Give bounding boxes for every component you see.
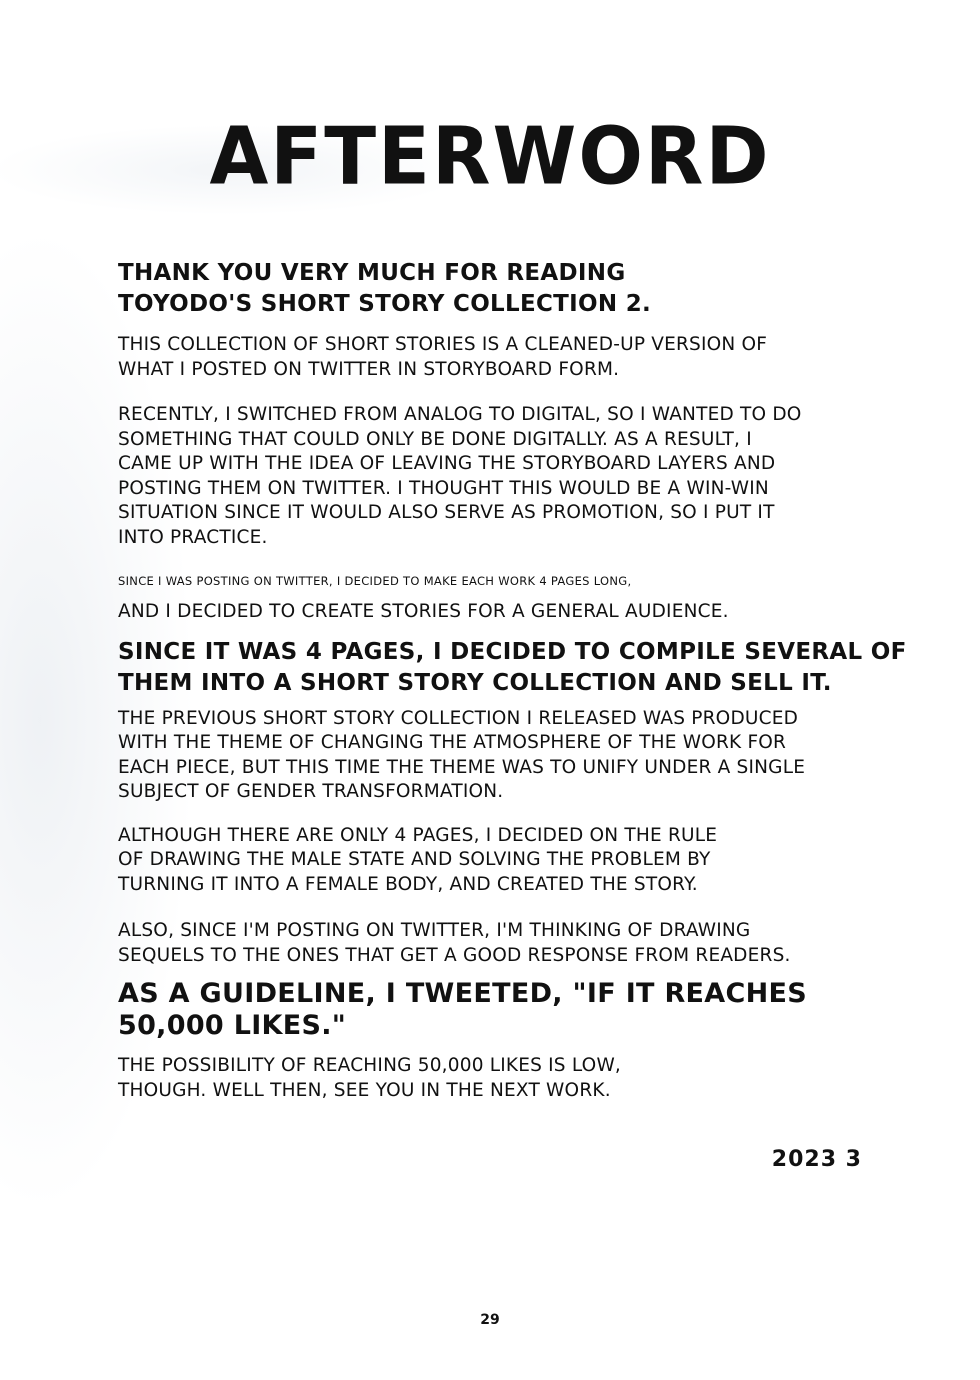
paragraph xyxy=(118,333,918,382)
text-line: WHAT I POSTED ON TWITTER IN STORYBOARD FORM. xyxy=(118,358,620,380)
text-line: SINCE I WAS POSTING ON TWITTER, I DECIDED TO MAKE EACH WORK 4 PAGES LONG, xyxy=(118,574,632,588)
paragraph xyxy=(118,573,918,589)
text-line: INTO PRACTICE. xyxy=(118,526,268,548)
text-line: SOMETHING THAT COULD ONLY BE DONE DIGITALLY. AS A RESULT, I xyxy=(118,428,752,450)
afterword-body xyxy=(118,258,918,1103)
page-number: 29 xyxy=(480,1312,500,1328)
date-signature: 2023 3 xyxy=(771,1147,862,1172)
text-line: ALTHOUGH THERE ARE ONLY 4 PAGES, I DECIDED ON THE RULE xyxy=(118,824,718,846)
paragraph xyxy=(118,978,918,1042)
text-line: THIS COLLECTION OF SHORT STORIES IS A CLEANED-UP VERSION OF xyxy=(118,334,768,355)
page-title: AFTERWORD xyxy=(209,108,771,203)
text-line: CAME UP WITH THE IDEA OF LEAVING THE STORYBOARD LAYERS AND xyxy=(118,453,776,474)
text-line: AS A GUIDELINE, I TWEETED, "IF IT REACHES xyxy=(118,978,807,1009)
paragraph xyxy=(118,258,918,320)
text-line: THOUGH. WELL THEN, SEE YOU IN THE NEXT WORK. xyxy=(118,1079,611,1101)
text-line: THANK YOU VERY MUCH FOR READING xyxy=(118,260,626,286)
text-line: EACH PIECE, BUT THIS TIME THE THEME WAS TO UNIFY UNDER A SINGLE xyxy=(118,756,806,778)
text-line: SEQUELS TO THE ONES THAT GET A GOOD RESPONSE FROM READERS. xyxy=(118,944,791,966)
text-line: THE POSSIBILITY OF REACHING 50,000 LIKES IS LOW, xyxy=(118,1055,622,1076)
paragraph xyxy=(118,824,918,898)
text-line: OF DRAWING THE MALE STATE AND SOLVING THE PROBLEM BY xyxy=(118,849,711,870)
text-line: 50,000 LIKES." xyxy=(118,1010,347,1041)
text-line: THE PREVIOUS SHORT STORY COLLECTION I RELEASED WAS PRODUCED xyxy=(118,707,799,729)
text-line: AND I DECIDED TO CREATE STORIES FOR A GENERAL AUDIENCE. xyxy=(118,601,729,622)
text-line: SUBJECT OF GENDER TRANSFORMATION. xyxy=(118,781,504,802)
text-line: TURNING IT INTO A FEMALE BODY, AND CREATED THE STORY. xyxy=(118,873,698,895)
paragraph xyxy=(118,919,918,968)
paragraph xyxy=(118,403,918,550)
text-line: WITH THE THEME OF CHANGING THE ATMOSPHERE OF THE WORK FOR xyxy=(118,732,787,753)
paragraph xyxy=(118,707,918,805)
text-line: SITUATION SINCE IT WOULD ALSO SERVE AS PROMOTION, SO I PUT IT xyxy=(118,502,775,523)
text-line: TOYODO'S SHORT STORY COLLECTION 2. xyxy=(118,291,652,317)
paragraph xyxy=(118,600,918,625)
paragraph xyxy=(118,637,918,699)
paragraph xyxy=(118,1054,918,1103)
text-line: POSTING THEM ON TWITTER. I THOUGHT THIS WOULD BE A WIN-WIN xyxy=(118,477,769,499)
text-line: THEM INTO A SHORT STORY COLLECTION AND SELL IT. xyxy=(118,669,832,696)
text-line: SINCE IT WAS 4 PAGES, I DECIDED TO COMPILE SEVERAL OF xyxy=(118,638,907,665)
text-line: RECENTLY, I SWITCHED FROM ANALOG TO DIGITAL, SO I WANTED TO DO xyxy=(118,404,802,425)
text-line: ALSO, SINCE I'M POSTING ON TWITTER, I'M THINKING OF DRAWING xyxy=(118,920,751,941)
